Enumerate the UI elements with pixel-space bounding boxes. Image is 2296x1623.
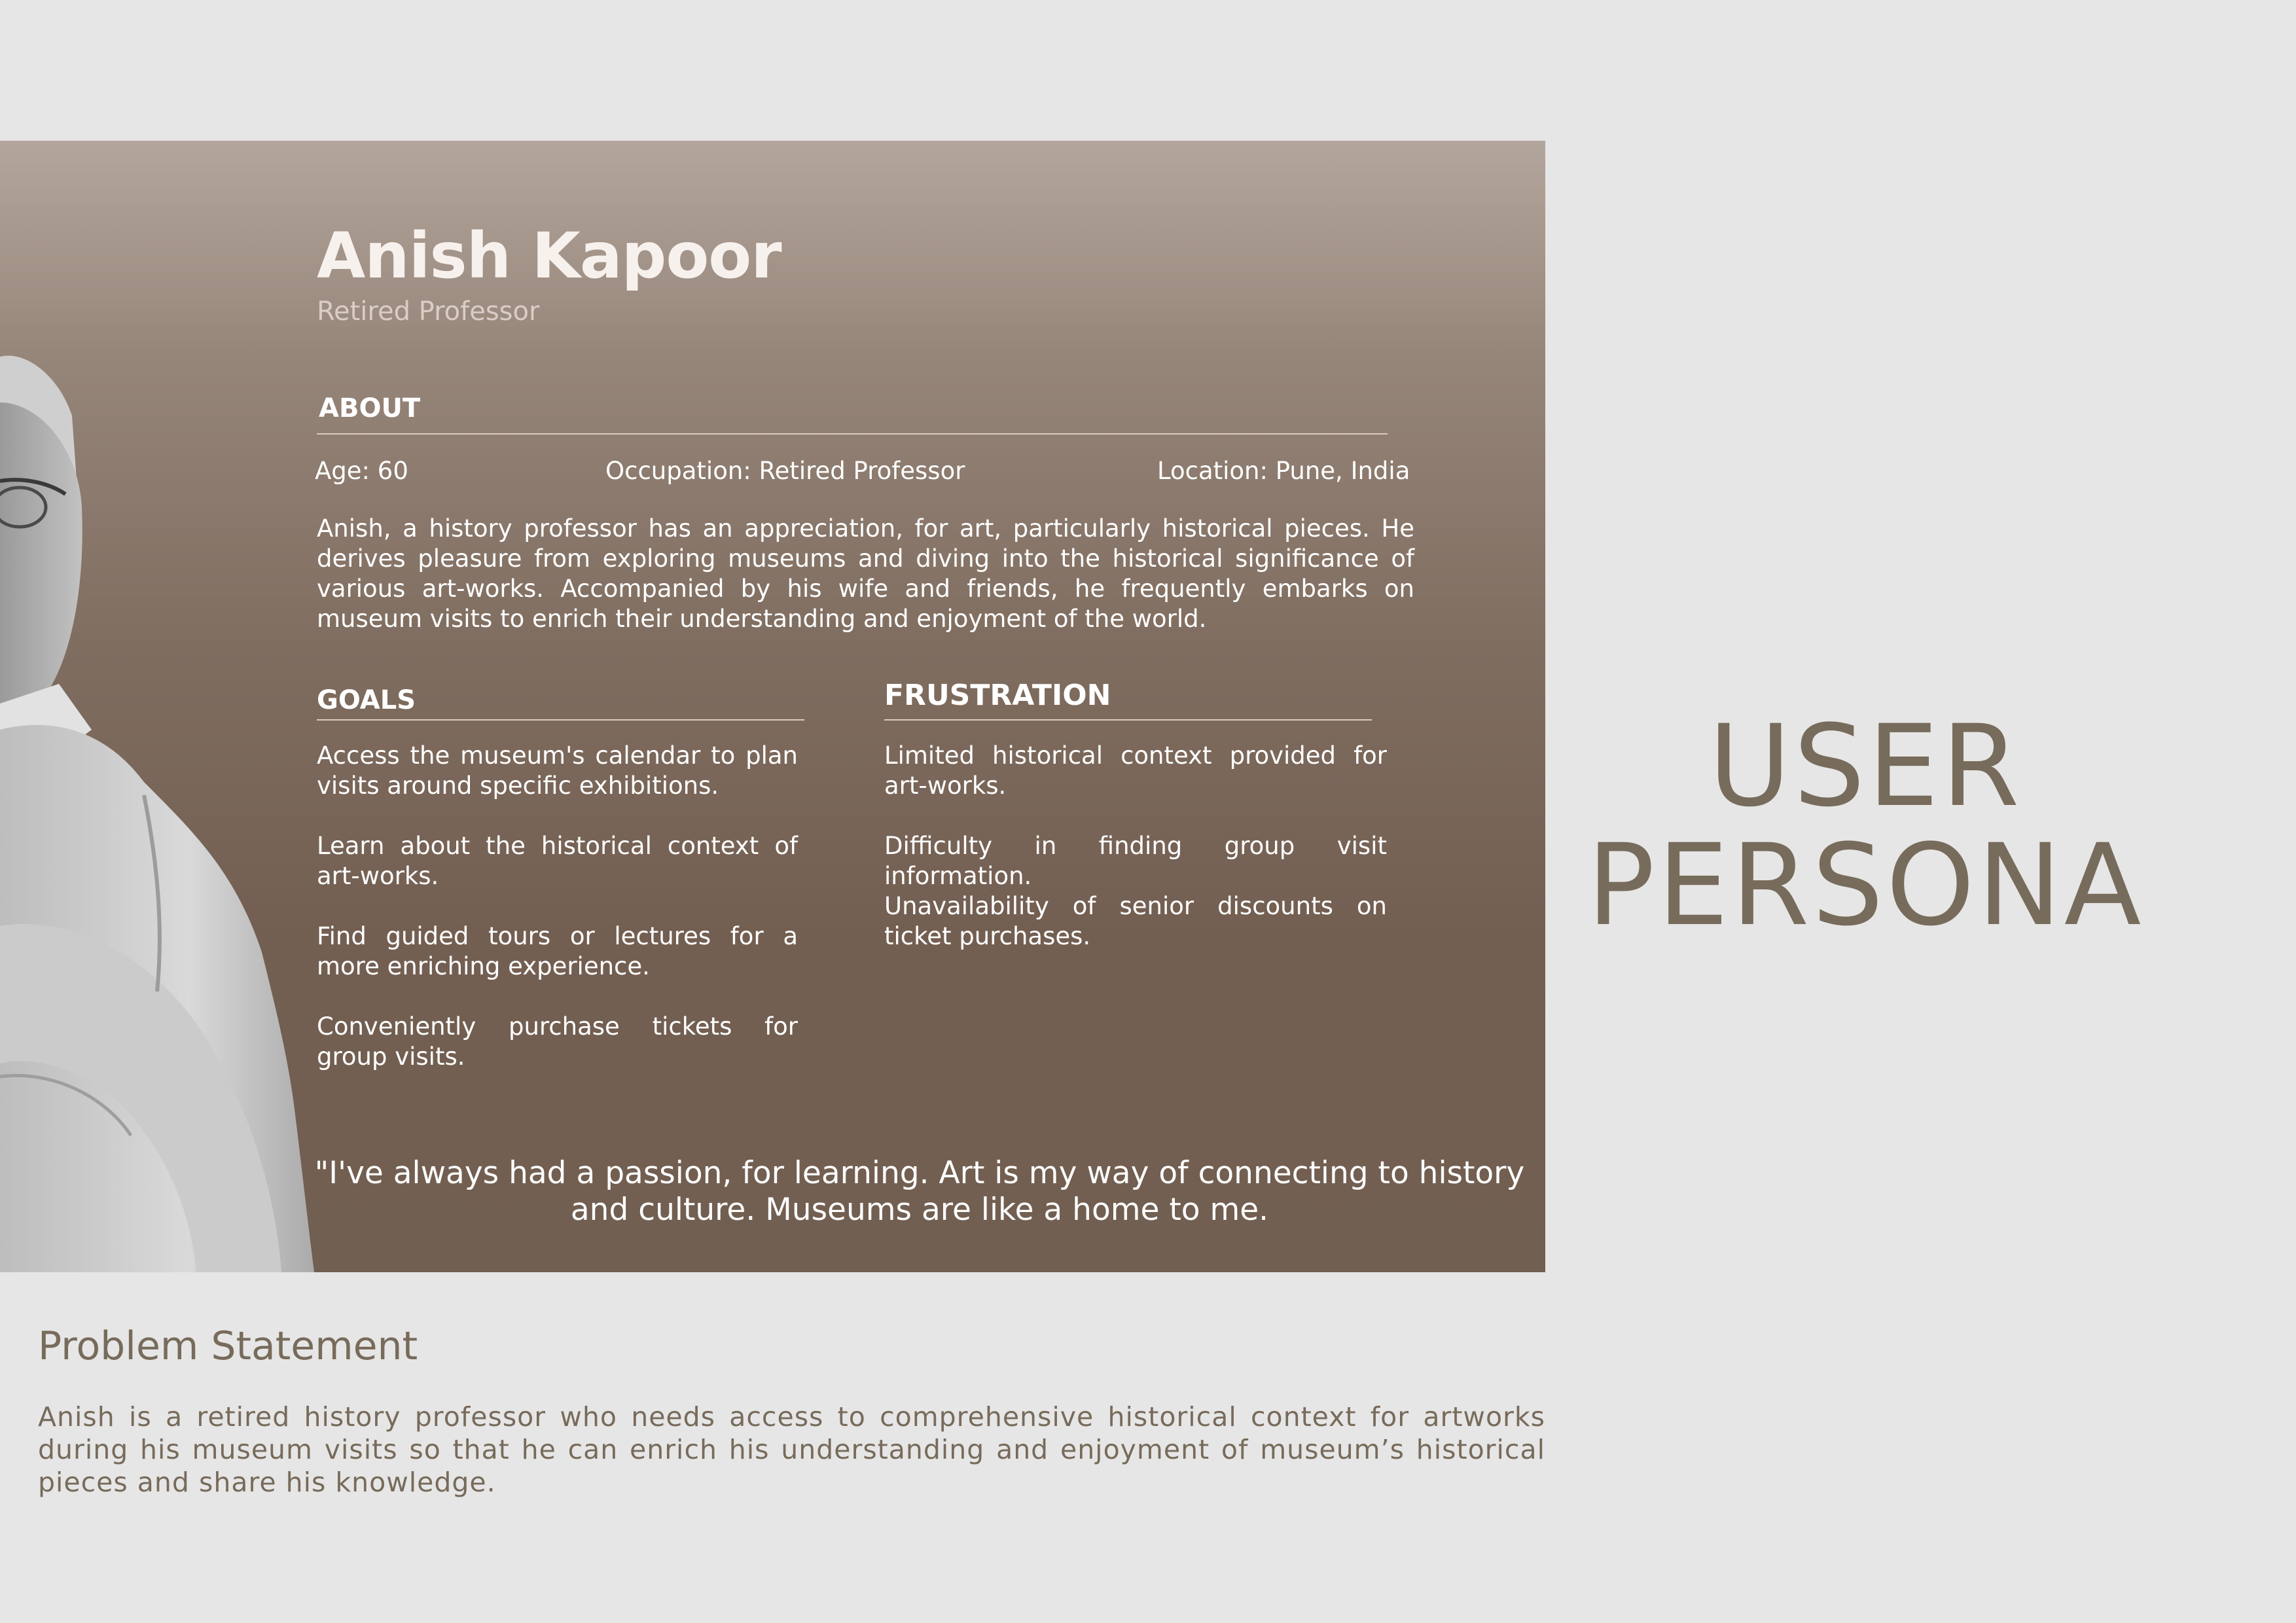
persona-role: Retired Professor	[317, 296, 540, 327]
goal-item: Access the museum's calendar to plan visits around specific exhibitions.	[317, 741, 798, 800]
title-line-1: USER	[1708, 700, 2022, 832]
persona-quote: "I've always had a passion, for learning. Art is my way of connecting to history and culture. Museums are like a home to me.	[314, 1155, 1525, 1228]
goals-heading: GOALS	[317, 685, 416, 715]
frustration-divider	[884, 719, 1372, 721]
frustration-item: Unavailability of senior discounts on ticket purchases.	[884, 892, 1387, 950]
frustration-heading: FRUSTRATION	[884, 679, 1111, 712]
problem-statement-heading: Problem Statement	[38, 1323, 418, 1369]
goal-item: Conveniently purchase tickets for group visits.	[317, 1012, 798, 1071]
location-field: Location: Pune, India	[1157, 457, 1410, 485]
problem-statement-body: Anish is a retired history professor who needs access to comprehensive historical context for artworks during his museum visits so that he can enrich his understanding and enjoyment of museum’s historical pieces and share his knowledge.	[38, 1401, 1545, 1498]
about-heading: ABOUT	[319, 393, 421, 423]
frustration-item: Limited historical context provided for art-works.	[884, 741, 1387, 800]
occupation-field: Occupation: Retired Professor	[605, 457, 965, 485]
age-field: Age: 60	[315, 457, 408, 485]
frustration-item: Difficulty in finding group visit information.	[884, 832, 1387, 890]
persona-photo	[0, 141, 314, 1272]
goals-divider	[317, 719, 804, 721]
goal-item: Learn about the historical context of art-works.	[317, 832, 798, 890]
persona-name: Anish Kapoor	[317, 219, 781, 293]
persona-card	[0, 141, 1545, 1272]
goal-item: Find guided tours or lectures for a more enriching experience.	[317, 922, 798, 980]
about-divider	[317, 433, 1388, 435]
title-line-2: PERSONA	[1587, 819, 2144, 951]
page-title	[1571, 700, 2160, 951]
about-description: Anish, a history professor has an appreciation, for art, particularly historical pieces. He derives pleasure from exploring museums and diving into the historical significance of various art-works. Accompanied by his wife and friends, he frequently embarks on museum visits to enrich their understanding and enjoyment of the world.	[317, 514, 1414, 633]
